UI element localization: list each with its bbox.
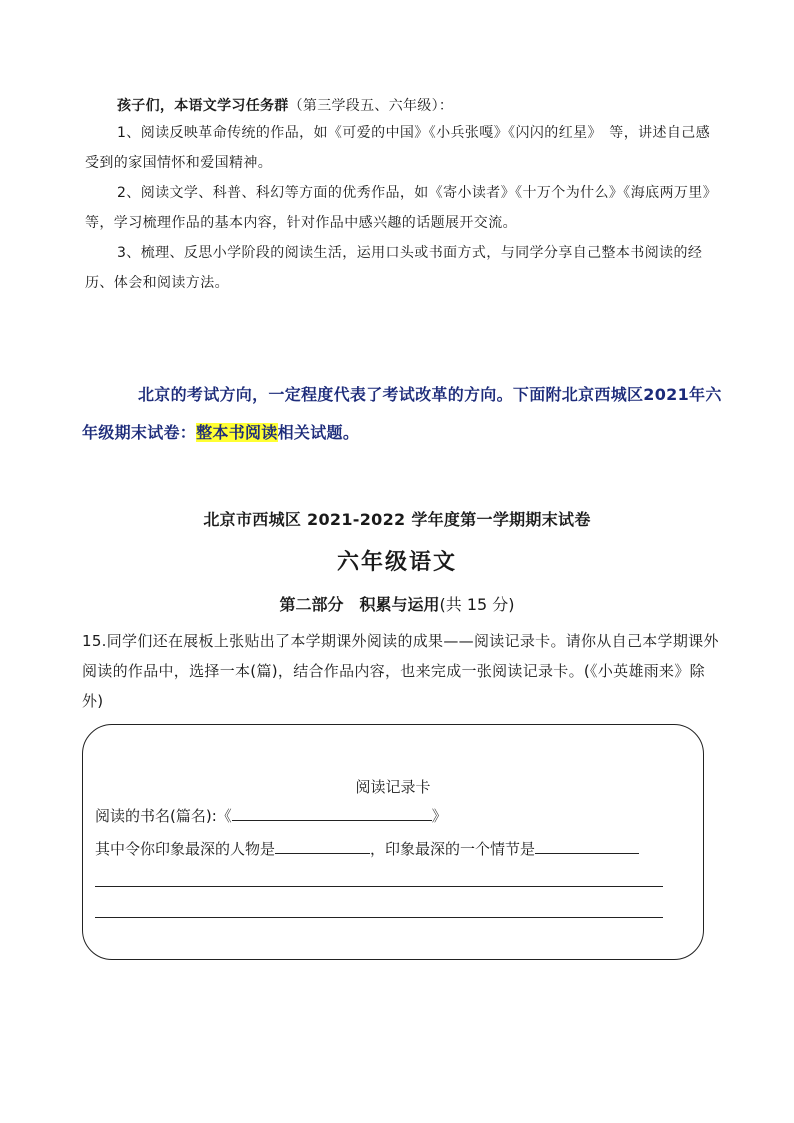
exam-title: 北京市西城区 2021-2022 学年度第一学期期末试卷 <box>203 510 591 529</box>
intro-item-3: 3、梳理、反思小学阶段的阅读生活，运用口头或书面方式，与同学分享自己整本书阅读的经历、体会和阅读方法。 <box>85 245 703 291</box>
person-label: 其中令你印象最深的人物是 <box>95 840 276 858</box>
plot-blank[interactable] <box>535 838 639 854</box>
answer-line-2[interactable] <box>95 917 663 918</box>
intro-item-2: 2、阅读文学、科普、科幻等方面的优秀作品，如《寄小读者》《十万个为什么》《海底两万里》 等，学习梳理作品的基本内容，针对作品中感兴趣的话题展开交流。 <box>85 185 725 231</box>
answer-line-1[interactable] <box>95 886 663 887</box>
section-title <box>0 592 794 615</box>
card-title: 阅读记录卡 <box>355 778 431 796</box>
note-text: 北京的考试方向，一定程度代表了考试改革的方向。下面附北京西城区2021年六年级期末试卷： <box>82 385 722 442</box>
intro-item-1: 1、阅读反映革命传统的作品，如《可爱的中国》《小兵张嘎》《闪闪的红星》 等，讲述自己感受到的家国情怀和爱国精神。 <box>85 125 711 171</box>
intro-heading <box>117 95 453 115</box>
section-name: 第二部分 积累与运用 <box>279 595 440 614</box>
person-blank[interactable] <box>275 838 370 854</box>
grade-title: 六年级语文 <box>336 550 457 575</box>
book-name-label: 阅读的书名(篇名): <box>95 807 217 825</box>
note-text-end: 相关试题。 <box>277 423 360 442</box>
impression-row <box>95 838 639 859</box>
close-quote: 》 <box>431 807 447 825</box>
intro-heading-main: 孩子们，本语文学习任务群 <box>117 98 289 114</box>
question-15: 15.同学们还在展板上张贴出了本学期课外阅读的成果——阅读记录卡。请你从自己本学期课外阅读的作品中，选择一本(篇)，结合作品内容，也来完成一张阅读记录卡。(《小英雄雨来》除外) <box>82 632 719 710</box>
open-quote: 《 <box>216 807 232 825</box>
book-name-row <box>95 805 447 826</box>
book-name-blank[interactable] <box>232 805 432 821</box>
note-highlight: 整本书阅读 <box>196 423 278 442</box>
exam-direction-note <box>82 376 722 452</box>
section-score: (共 15 分) <box>439 595 515 614</box>
intro-heading-sub: （第三学段五、六年级）： <box>288 98 454 114</box>
plot-label: ，印象最深的一个情节是 <box>370 840 536 858</box>
